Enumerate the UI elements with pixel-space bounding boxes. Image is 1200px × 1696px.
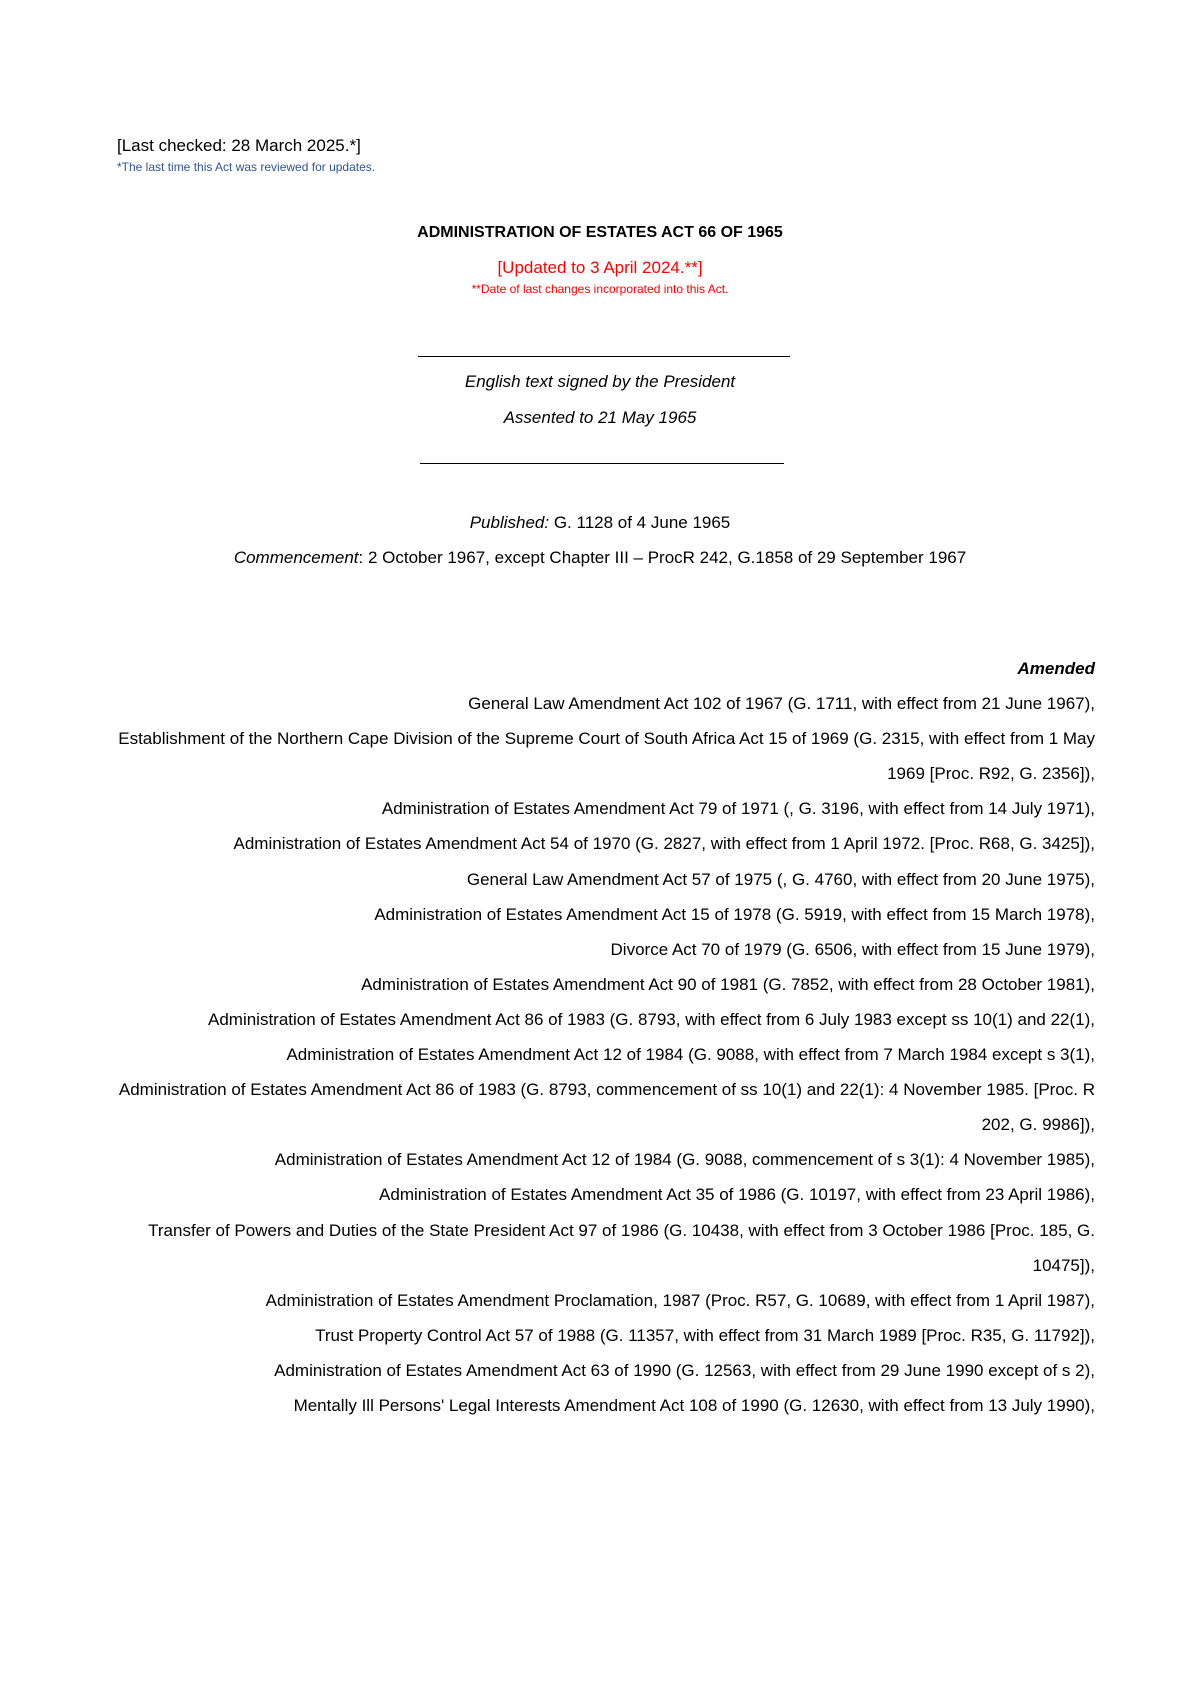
amendment-item: Administration of Estates Amendment Act 35 of 1986 (G. 10197, with effect from 23 April 1986),: [379, 1185, 1095, 1205]
last-checked: [Last checked: 28 March 2025.*]: [117, 136, 361, 155]
amendment-item: Administration of Estates Amendment Act 90 of 1981 (G. 7852, with effect from 28 October 1981),: [361, 974, 1095, 994]
signed-text: English text signed by the President: [464, 372, 736, 391]
amended-list: [115, 651, 1095, 1423]
amendment-item: Administration of Estates Amendment Act 63 of 1990 (G. 12563, with effect from 29 June 1990 except of s 2),: [274, 1360, 1095, 1380]
published-line: [0, 513, 1200, 533]
commencement-line: [0, 548, 1200, 568]
amendment-item: Establishment of the Northern Cape Division of the Supreme Court of South Africa Act 15 of 1969 (G. 2315, with effect from 1 May 1969 [Proc. R92, G. 2356]),: [118, 729, 1095, 784]
amendment-item: Divorce Act 70 of 1979 (G. 6506, with effect from 15 June 1979),: [610, 939, 1095, 959]
assented-text: Assented to 21 May 1965: [503, 408, 697, 427]
amendment-item: Administration of Estates Amendment Act 15 of 1978 (G. 5919, with effect from 15 March 1978),: [374, 904, 1095, 924]
top-divider: [418, 356, 790, 357]
amendment-item: Trust Property Control Act 57 of 1988 (G. 11357, with effect from 31 March 1989 [Proc. R35, G. 11792]),: [315, 1325, 1095, 1345]
commencement-text: : 2 October 1967, except Chapter III – ProcR 242, G.1858 of 29 September 1967: [358, 548, 967, 567]
published-label: Published:: [469, 513, 550, 532]
amendment-item: Administration of Estates Amendment Act 86 of 1983 (G. 8793, commencement of ss 10(1) and 22(1): 4 November 1985. [Proc. R 202, G. 9986]),: [118, 1080, 1095, 1135]
updated-to: [Updated to 3 April 2024.**]: [497, 258, 703, 277]
amendment-item: Administration of Estates Amendment Act 79 of 1971 (, G. 3196, with effect from 14 July 1971),: [381, 799, 1095, 819]
amendment-item: Administration of Estates Amendment Act 12 of 1984 (G. 9088, with effect from 7 March 1984 except s 3(1),: [286, 1045, 1095, 1065]
amendment-item: Administration of Estates Amendment Act 54 of 1970 (G. 2827, with effect from 1 April 1972. [Proc. R68, G. 3425]),: [233, 834, 1095, 854]
amended-heading: Amended: [1017, 659, 1095, 678]
amendment-item: General Law Amendment Act 102 of 1967 (G. 1711, with effect from 21 June 1967),: [468, 694, 1095, 714]
amendment-item: Administration of Estates Amendment Act 86 of 1983 (G. 8793, with effect from 6 July 1983 except ss 10(1) and 22(1),: [208, 1009, 1095, 1029]
bottom-divider: [420, 463, 784, 464]
act-title: ADMINISTRATION OF ESTATES ACT 66 OF 1965: [417, 224, 783, 241]
amendment-item: Administration of Estates Amendment Proclamation, 1987 (Proc. R57, G. 10689, with effect from 1 April 1987),: [265, 1290, 1095, 1310]
amendment-item: General Law Amendment Act 57 of 1975 (, G. 4760, with effect from 20 June 1975),: [466, 869, 1095, 889]
last-checked-note: *The last time this Act was reviewed for updates.: [117, 160, 376, 174]
updated-note: **Date of last changes incorporated into this Act.: [471, 282, 729, 296]
amendment-item: Transfer of Powers and Duties of the State President Act 97 of 1986 (G. 10438, with effect from 3 October 1986 [Proc. 185, G. 10475]),: [148, 1220, 1095, 1275]
amendment-item: Mentally Ill Persons' Legal Interests Amendment Act 108 of 1990 (G. 12630, with effect from 13 July 1990),: [293, 1395, 1095, 1415]
published-text: G. 1128 of 4 June 1965: [549, 513, 731, 532]
amendment-item: Administration of Estates Amendment Act 12 of 1984 (G. 9088, commencement of s 3(1): 4 November 1985),: [274, 1150, 1095, 1170]
commencement-label: Commencement: [233, 548, 359, 567]
